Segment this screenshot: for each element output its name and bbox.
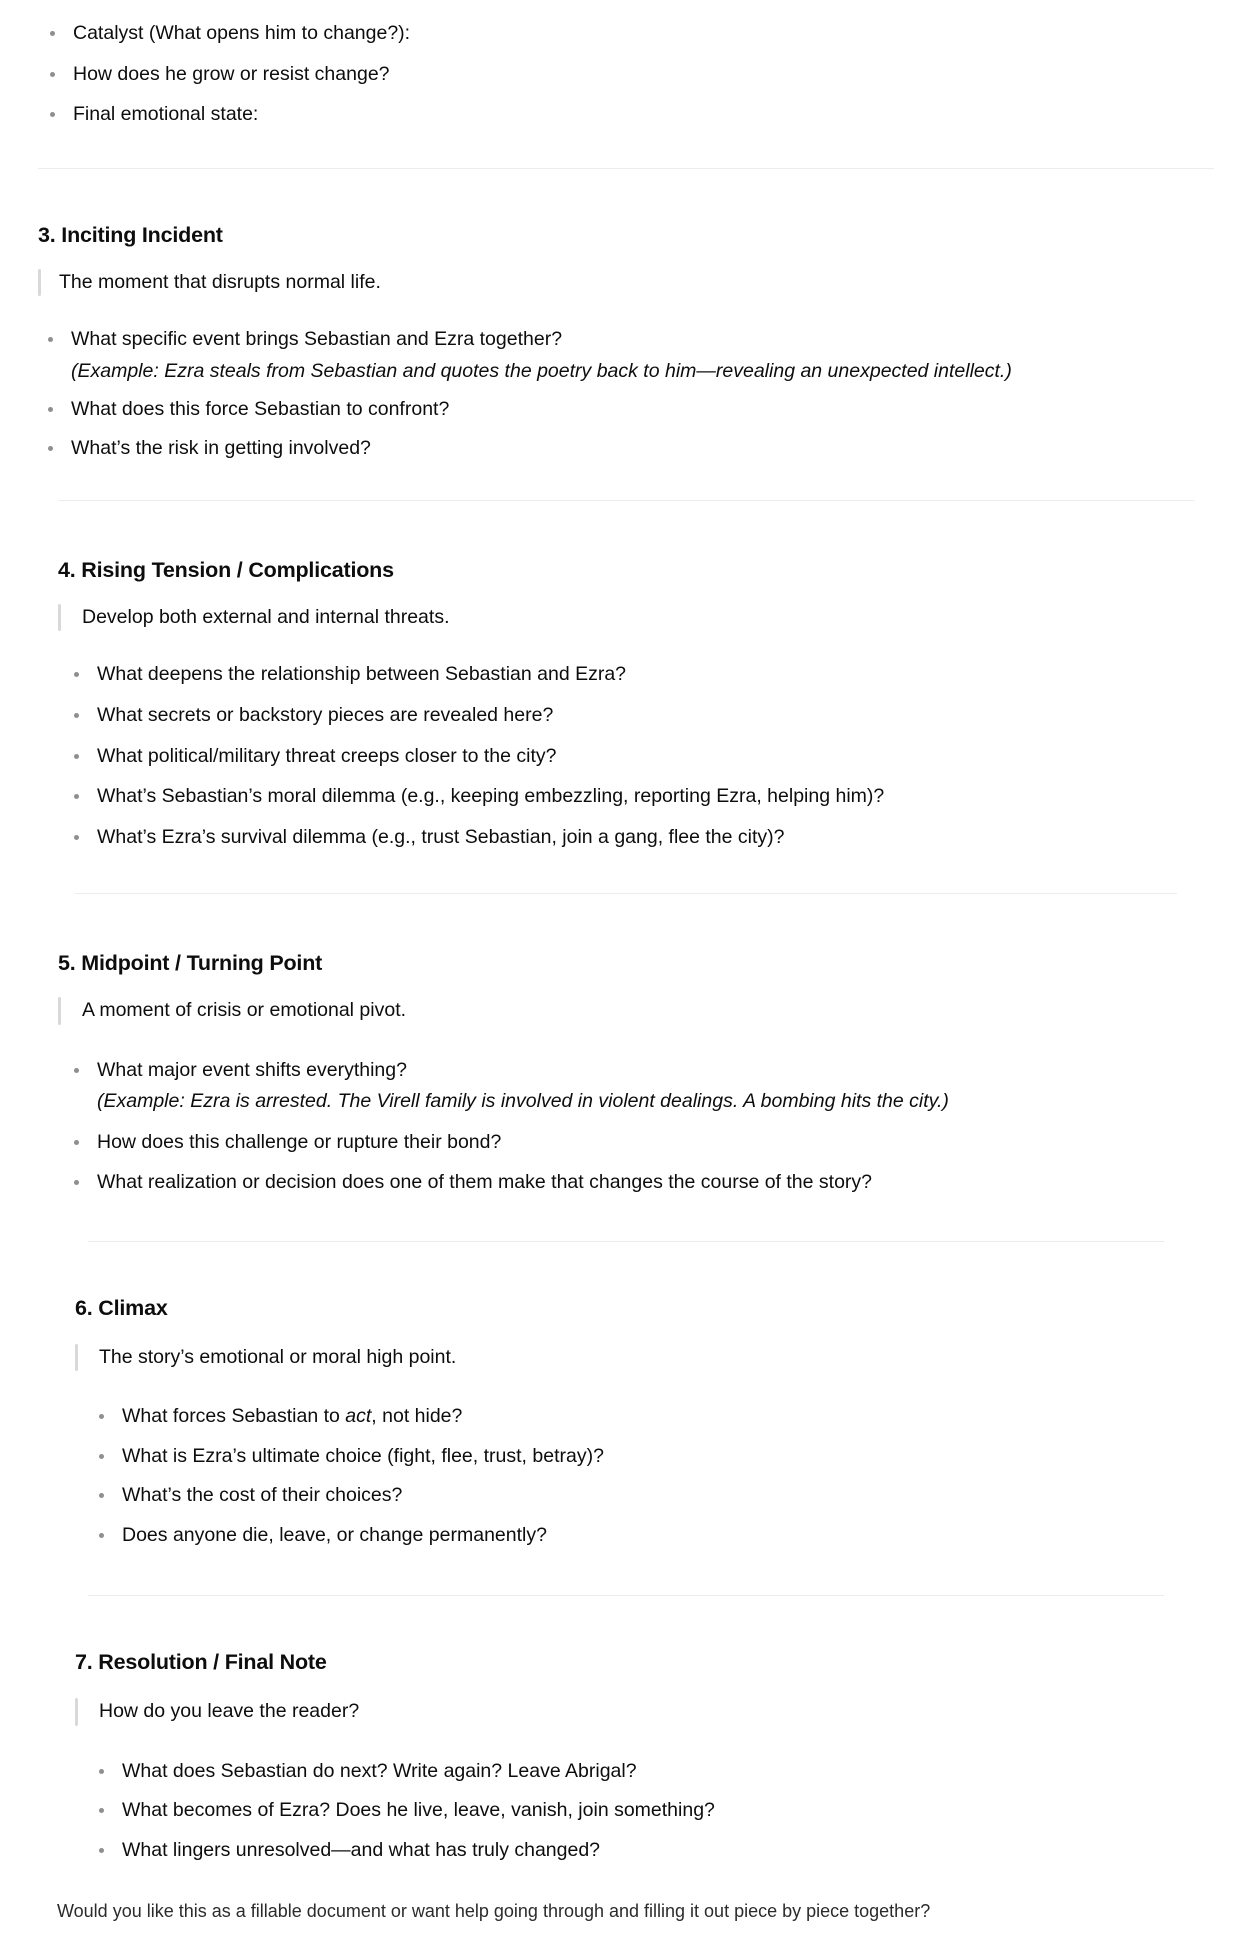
- list-item: [89, 1520, 1252, 1552]
- section-note-text: A moment of crisis or emotional pivot.: [82, 999, 407, 1022]
- section-resolution: [0, 1596, 1252, 1866]
- bullet-text: Final emotional state:: [73, 103, 259, 126]
- bullet-text: What’s Ezra’s survival dilemma (e.g., trust Sebastian, join a gang, flee the city)?: [97, 825, 785, 848]
- example-text: (Example: Ezra is arrested. The Virell family is involved in violent dealings. A bombing hits the city.): [97, 1090, 949, 1113]
- bullet-text: What realization or decision does one of them make that changes the course of the story?: [97, 1171, 873, 1194]
- list-item: [38, 433, 1252, 465]
- section-heading: 3. Inciting Incident: [38, 222, 223, 247]
- section-heading: 6. Climax: [75, 1295, 168, 1320]
- section-note-text: Develop both external and internal threats.: [82, 606, 450, 629]
- list-item: [40, 59, 1252, 91]
- section-heading: 7. Resolution / Final Note: [75, 1650, 327, 1675]
- section-climax: [0, 1242, 1252, 1552]
- list-item: [64, 1055, 1252, 1118]
- example-text: (Example: Ezra steals from Sebastian and quotes the poetry back to him—revealing an unexpected intellect.): [71, 359, 1012, 382]
- section-question-list: [58, 1055, 1252, 1199]
- bullet-text: What deepens the relationship between Sebastian and Ezra?: [97, 663, 627, 686]
- section-heading: 5. Midpoint / Turning Point: [58, 951, 323, 976]
- list-item: [64, 1127, 1252, 1159]
- section-heading: 4. Rising Tension / Complications: [58, 558, 394, 583]
- bullet-text: What lingers unresolved—and what has truly changed?: [122, 1838, 601, 1861]
- section-note: [75, 1342, 1252, 1373]
- list-item: [64, 822, 1252, 854]
- bullet-text: What does this force Sebastian to confront?: [71, 398, 450, 421]
- list-item: [89, 1401, 1252, 1433]
- list-item: [64, 659, 1252, 691]
- top-bullet-block: [0, 0, 1252, 131]
- list-item: [89, 1480, 1252, 1512]
- bullet-text: What specific event brings Sebastian and Ezra together?: [71, 327, 563, 350]
- list-item: [40, 18, 1252, 50]
- section-note: [38, 267, 1252, 298]
- bullet-text: What secrets or backstory pieces are revealed here?: [97, 704, 554, 727]
- section-note: [58, 602, 1252, 633]
- bullet-text: Catalyst (What opens him to change?):: [73, 22, 411, 44]
- bullet-text: What political/military threat creeps closer to the city?: [97, 744, 557, 767]
- bullet-text: What’s the cost of their choices?: [122, 1484, 403, 1507]
- bullet-text: What does Sebastian do next? Write again? Leave Abrigal?: [122, 1759, 637, 1782]
- section-note: [75, 1696, 1252, 1727]
- section-rising-tension: [0, 501, 1252, 853]
- list-item: [89, 1756, 1252, 1788]
- list-item: [64, 741, 1252, 773]
- section-question-list: [75, 1401, 1252, 1551]
- section-note: [58, 995, 1252, 1026]
- list-item: [38, 324, 1252, 387]
- list-item: [38, 394, 1252, 426]
- section-note-text: How do you leave the reader?: [99, 1700, 360, 1723]
- section-question-list: [58, 659, 1252, 853]
- bullet-text: Does anyone die, leave, or change permanently?: [122, 1523, 547, 1546]
- section-note-text: The story’s emotional or moral high point.: [99, 1345, 457, 1368]
- bullet-text: What’s the risk in getting involved?: [71, 436, 371, 459]
- character-arc-question-list: [40, 18, 1252, 131]
- list-item: [64, 700, 1252, 732]
- bullet-text: How does he grow or resist change?: [73, 62, 390, 85]
- bullet-text: What’s Sebastian’s moral dilemma (e.g., keeping embezzling, reporting Ezra, helping him)?: [97, 785, 885, 808]
- bullet-text: What becomes of Ezra? Does he live, leave, vanish, join something?: [122, 1799, 715, 1822]
- closing-question: Would you like this as a fillable document or want help going through and filling it out piece by piece together?: [57, 1901, 931, 1922]
- bullet-text: How does this challenge or rupture their bond?: [97, 1130, 502, 1153]
- section-question-list: [75, 1756, 1252, 1867]
- section-inciting-incident: [0, 169, 1252, 465]
- bullet-text: What forces Sebastian to act, not hide?: [122, 1405, 463, 1428]
- emphasis-word: act: [345, 1405, 372, 1428]
- list-item: [89, 1441, 1252, 1473]
- list-item: [64, 781, 1252, 813]
- list-item: [40, 99, 1252, 131]
- bullet-text: What is Ezra’s ultimate choice (fight, flee, trust, betray)?: [122, 1444, 604, 1467]
- list-item: [64, 1167, 1252, 1199]
- section-note-text: The moment that disrupts normal life.: [59, 270, 381, 293]
- bullet-text: What major event shifts everything?: [97, 1058, 407, 1081]
- section-midpoint: [0, 894, 1252, 1199]
- section-question-list: [38, 324, 1252, 464]
- list-item: [89, 1835, 1252, 1867]
- list-item: [89, 1795, 1252, 1827]
